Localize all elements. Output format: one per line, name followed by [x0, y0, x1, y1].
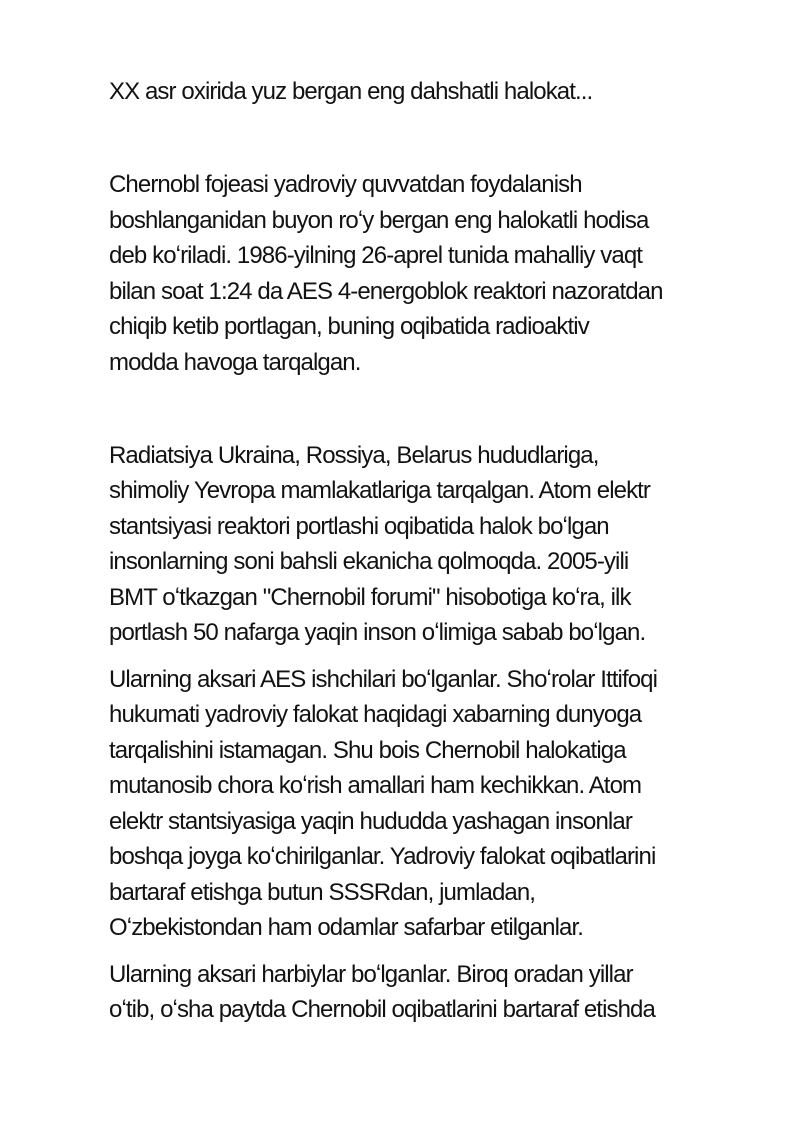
text-line: Chernobl fojeasi yadroviy quvvatdan foydalanish: [109, 171, 582, 198]
text-line: hukumati yadroviy falokat haqidagi xabarning dunyoga: [109, 701, 642, 728]
text-line: Ularning aksari harbiylar boʻlganlar. Biroq oradan yillar: [109, 960, 633, 988]
text-line: Oʻzbekistondan ham odamlar safarbar etilganlar.: [109, 914, 583, 941]
title-block: [109, 74, 760, 110]
text-line: elektr stantsiyasiga yaqin hududda yashagan insonlar: [109, 807, 632, 835]
text-line: tarqalishini istamagan. Shu bois Chernobil halokatiga: [109, 736, 626, 764]
text-line: shimoliy Yevropa mamlakatlariga tarqalgan. Atom elektr: [109, 477, 651, 504]
paragraph-3: [109, 662, 760, 946]
text-line: bilan soat 1:24 da AES 4-energoblok reaktori nazoratdan: [109, 277, 663, 305]
text-line: mutanosib chora koʻrish amallari ham kechikkan. Atom: [109, 772, 642, 799]
text-line: chiqib ketib portlagan, buning oqibatida radioaktiv: [109, 313, 589, 340]
blank-line: [109, 391, 760, 427]
text-line: Ularning aksari AES ishchilari boʻlganlar. Shoʻrolar Ittifoqi: [109, 665, 658, 693]
text-line: boshqa joyga koʻchirilganlar. Yadroviy falokat oqibatlarini: [109, 843, 656, 870]
text-line: oʻtib, oʻsha paytda Chernobil oqibatlarini bartaraf etishda: [109, 996, 655, 1023]
text-line: stantsiyasi reaktori portlashi oqibatida halok boʻlgan: [109, 512, 609, 540]
text-line: boshlanganidan buyon roʻy bergan eng halokatli hodisa: [109, 206, 649, 234]
text-line: Radiatsiya Ukraina, Rossiya, Belarus hududlariga,: [109, 441, 599, 469]
page-title: XX asr oxirida yuz bergan eng dahshatli halokat...: [109, 78, 593, 105]
text-line: modda havoga tarqalgan.: [109, 348, 361, 376]
text-line: deb koʻriladi. 1986-yilning 26-aprel tunida mahalliy vaqt: [109, 242, 643, 269]
paragraph-1: [109, 167, 760, 380]
text-line: insonlarning soni bahsli ekanicha qolmoqda. 2005-yili: [109, 548, 629, 575]
blank-line: [109, 121, 760, 157]
paragraph-2: [109, 438, 760, 651]
text-line: portlash 50 nafarga yaqin inson oʻlimiga sabab boʻlgan.: [109, 619, 646, 646]
paragraph-4: [109, 957, 760, 1028]
text-line: bartaraf etishga butun SSSRdan, jumladan,: [109, 878, 536, 906]
text-line: BMT oʻtkazgan "Chernobil forumi" hisobotiga koʻra, ilk: [109, 583, 631, 611]
